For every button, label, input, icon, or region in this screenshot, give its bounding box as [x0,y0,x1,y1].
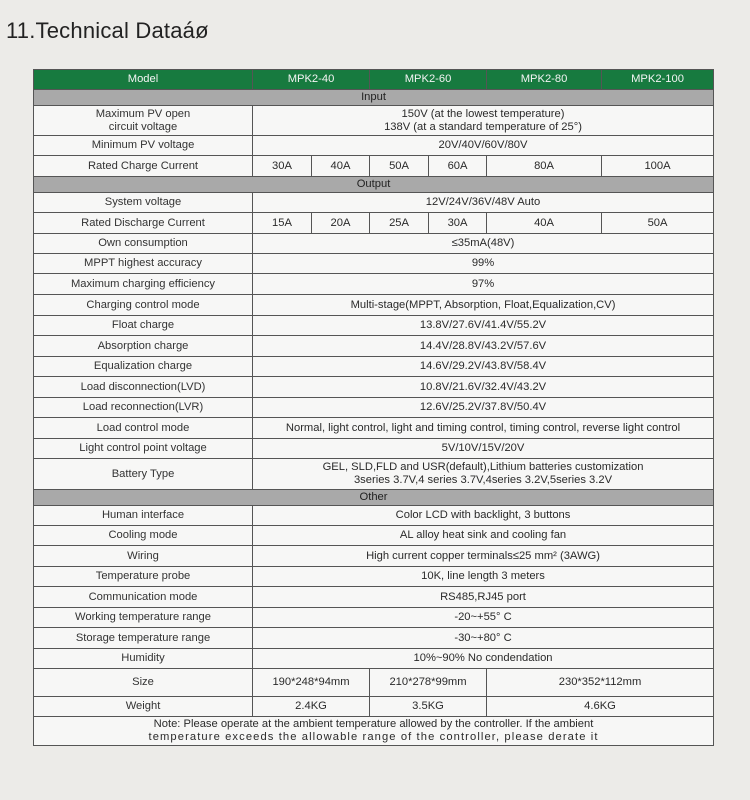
float-charge-label: Float charge [34,316,253,336]
row-rated-discharge [34,213,714,234]
row-size [34,669,714,697]
storage-temperature-label: Storage temperature range [34,628,253,649]
own-consumption-value: ≤35mA(48V) [253,234,714,254]
mppt-accuracy-label: MPPT highest accuracy [34,254,253,274]
light-point-label: Light control point voltage [34,439,253,459]
size-label: Size [34,669,253,697]
row-rated-charge [34,156,714,177]
row-wiring [34,546,714,567]
row-temperature-probe [34,567,714,587]
rated-charge-60a: 60A [429,156,487,177]
charging-mode-label: Charging control mode [34,295,253,316]
row-mppt-accuracy [34,254,714,274]
humidity-value: 10%~90% No condendation [253,649,714,669]
row-load-mode [34,418,714,439]
rated-charge-label: Rated Charge Current [34,156,253,177]
max-efficiency-value: 97% [253,274,714,295]
rated-discharge-40a: 40A [487,213,602,234]
system-voltage-value: 12V/24V/36V/48V Auto [253,193,714,213]
rated-charge-40a: 40A [312,156,370,177]
row-working-temperature [34,608,714,628]
note-text: Note: Please operate at the ambient temperature allowed by the controller. If the ambient temperature exceeds the allowable range of the controller, please derate it [34,717,714,746]
rated-charge-30a: 30A [253,156,312,177]
row-charging-mode [34,295,714,316]
cooling-mode-label: Cooling mode [34,526,253,546]
rated-discharge-50a: 50A [602,213,714,234]
row-system-voltage [34,193,714,213]
wiring-value: High current copper terminals≤25 mm² (3AWG) [253,546,714,567]
row-max-efficiency [34,274,714,295]
working-temperature-value: -20~+55° C [253,608,714,628]
weight-mpk2-40: 2.4KG [253,697,370,717]
header-mpk2-80: MPK2-80 [487,70,602,90]
float-charge-value: 13.8V/27.6V/41.4V/55.2V [253,316,714,336]
header-mpk2-40: MPK2-40 [253,70,370,90]
min-pv-value: 20V/40V/60V/80V [253,136,714,156]
cooling-mode-value: AL alloy heat sink and cooling fan [253,526,714,546]
section-output [34,177,714,193]
min-pv-label: Minimum PV voltage [34,136,253,156]
battery-type-label: Battery Type [34,459,253,490]
absorption-charge-value: 14.4V/28.8V/43.2V/57.6V [253,336,714,357]
communication-mode-label: Communication mode [34,587,253,608]
human-interface-value: Color LCD with backlight, 3 buttons [253,506,714,526]
header-row [34,70,714,90]
human-interface-label: Human interface [34,506,253,526]
section-other [34,490,714,506]
weight-label: Weight [34,697,253,717]
humidity-label: Humidity [34,649,253,669]
equalization-charge-value: 14.6V/29.2V/43.8V/58.4V [253,357,714,377]
row-human-interface [34,506,714,526]
row-light-point [34,439,714,459]
row-battery-type [34,459,714,490]
battery-type-value: GEL, SLD,FLD and USR(default),Lithium batteries customization 3series 3.7V,4 series 3.7V,4series 3.2V,5series 3.2V [253,459,714,490]
lvr-value: 12.6V/25.2V/37.8V/50.4V [253,398,714,418]
rated-discharge-20a: 20A [312,213,370,234]
load-mode-value: Normal, light control, light and timing control, timing control, reverse light control [253,418,714,439]
rated-discharge-25a: 25A [370,213,429,234]
row-lvd [34,377,714,398]
row-equalization-charge [34,357,714,377]
page-title: 11.Technical Dataáø [6,18,209,43]
technical-data-table [33,69,714,746]
lvr-label: Load reconnection(LVR) [34,398,253,418]
storage-temperature-value: -30~+80° C [253,628,714,649]
temperature-probe-value: 10K, line length 3 meters [253,567,714,587]
own-consumption-label: Own consumption [34,234,253,254]
absorption-charge-label: Absorption charge [34,336,253,357]
weight-mpk2-80-100: 4.6KG [487,697,714,717]
row-communication-mode [34,587,714,608]
weight-mpk2-60: 3.5KG [370,697,487,717]
max-efficiency-label: Maximum charging efficiency [34,274,253,295]
rated-discharge-label: Rated Discharge Current [34,213,253,234]
row-humidity [34,649,714,669]
header-mpk2-100: MPK2-100 [602,70,714,90]
lvd-label: Load disconnection(LVD) [34,377,253,398]
section-other-label: Other [34,490,714,506]
row-weight [34,697,714,717]
rated-charge-50a: 50A [370,156,429,177]
row-cooling-mode [34,526,714,546]
rated-discharge-15a: 15A [253,213,312,234]
system-voltage-label: System voltage [34,193,253,213]
section-input-label: Input [34,90,714,106]
rated-charge-100a: 100A [602,156,714,177]
row-storage-temperature [34,628,714,649]
size-mpk2-40: 190*248*94mm [253,669,370,697]
mppt-accuracy-value: 99% [253,254,714,274]
section-input [34,90,714,106]
row-min-pv [34,136,714,156]
header-mpk2-60: MPK2-60 [370,70,487,90]
working-temperature-label: Working temperature range [34,608,253,628]
max-pv-value: 150V (at the lowest temperature) 138V (at a standard temperature of 25°) [253,106,714,136]
row-float-charge [34,316,714,336]
lvd-value: 10.8V/21.6V/32.4V/43.2V [253,377,714,398]
size-mpk2-80-100: 230*352*112mm [487,669,714,697]
charging-mode-value: Multi-stage(MPPT, Absorption, Float,Equalization,CV) [253,295,714,316]
rated-charge-80a: 80A [487,156,602,177]
header-model: Model [34,70,253,90]
light-point-value: 5V/10V/15V/20V [253,439,714,459]
max-pv-label: Maximum PV open circuit voltage [34,106,253,136]
wiring-label: Wiring [34,546,253,567]
communication-mode-value: RS485,RJ45 port [253,587,714,608]
row-note [34,717,714,746]
row-own-consumption [34,234,714,254]
rated-discharge-30a: 30A [429,213,487,234]
row-max-pv [34,106,714,136]
equalization-charge-label: Equalization charge [34,357,253,377]
row-lvr [34,398,714,418]
section-output-label: Output [34,177,714,193]
size-mpk2-60: 210*278*99mm [370,669,487,697]
row-absorption-charge [34,336,714,357]
load-mode-label: Load control mode [34,418,253,439]
temperature-probe-label: Temperature probe [34,567,253,587]
